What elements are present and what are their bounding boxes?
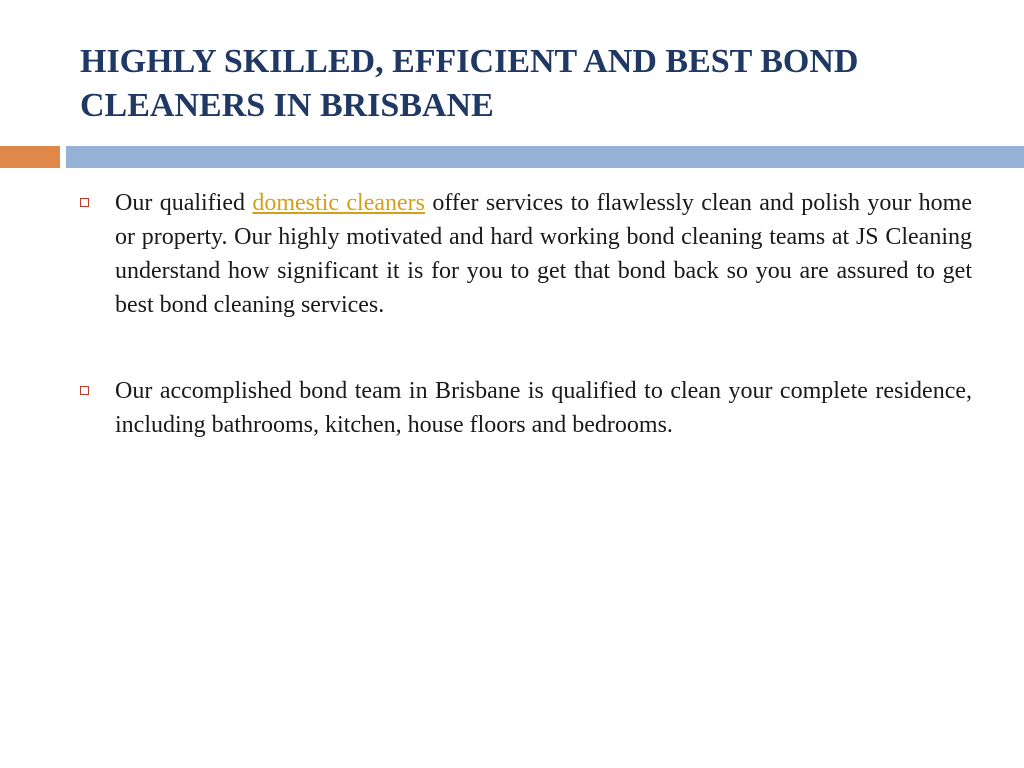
bullet-item-1: [80, 186, 972, 322]
blue-accent-bar: [66, 146, 1024, 168]
slide-title-line-1: HIGHLY SKILLED, EFFICIENT AND BEST BOND: [80, 43, 859, 80]
bullet-1-text-after-link: offer services to flawlessly clean and polish your home or property. Our highly motivated and hard working bond cleaning teams at JS Cleaning understand how significant it is for you to get that bond back so you are assured to get best bond cleaning services.: [115, 190, 972, 318]
bullet-list: [80, 186, 972, 494]
slide-title: [80, 40, 980, 128]
bullet-text-1: [115, 186, 972, 322]
orange-accent-bar: [0, 146, 60, 168]
bullet-text-2: Our accomplished bond team in Brisbane is qualified to clean your complete residence, including bathrooms, kitchen, house floors and bedrooms.: [115, 378, 972, 438]
slide-title-line-2: CLEANERS IN BRISBANE: [80, 87, 494, 124]
domestic-cleaners-link[interactable]: domestic cleaners: [252, 190, 425, 216]
bullet-item-2: [80, 374, 972, 442]
bullet-1-text-before-link: Our qualified: [115, 190, 253, 216]
square-bullet-icon: [80, 198, 89, 207]
square-bullet-icon: [80, 386, 89, 395]
